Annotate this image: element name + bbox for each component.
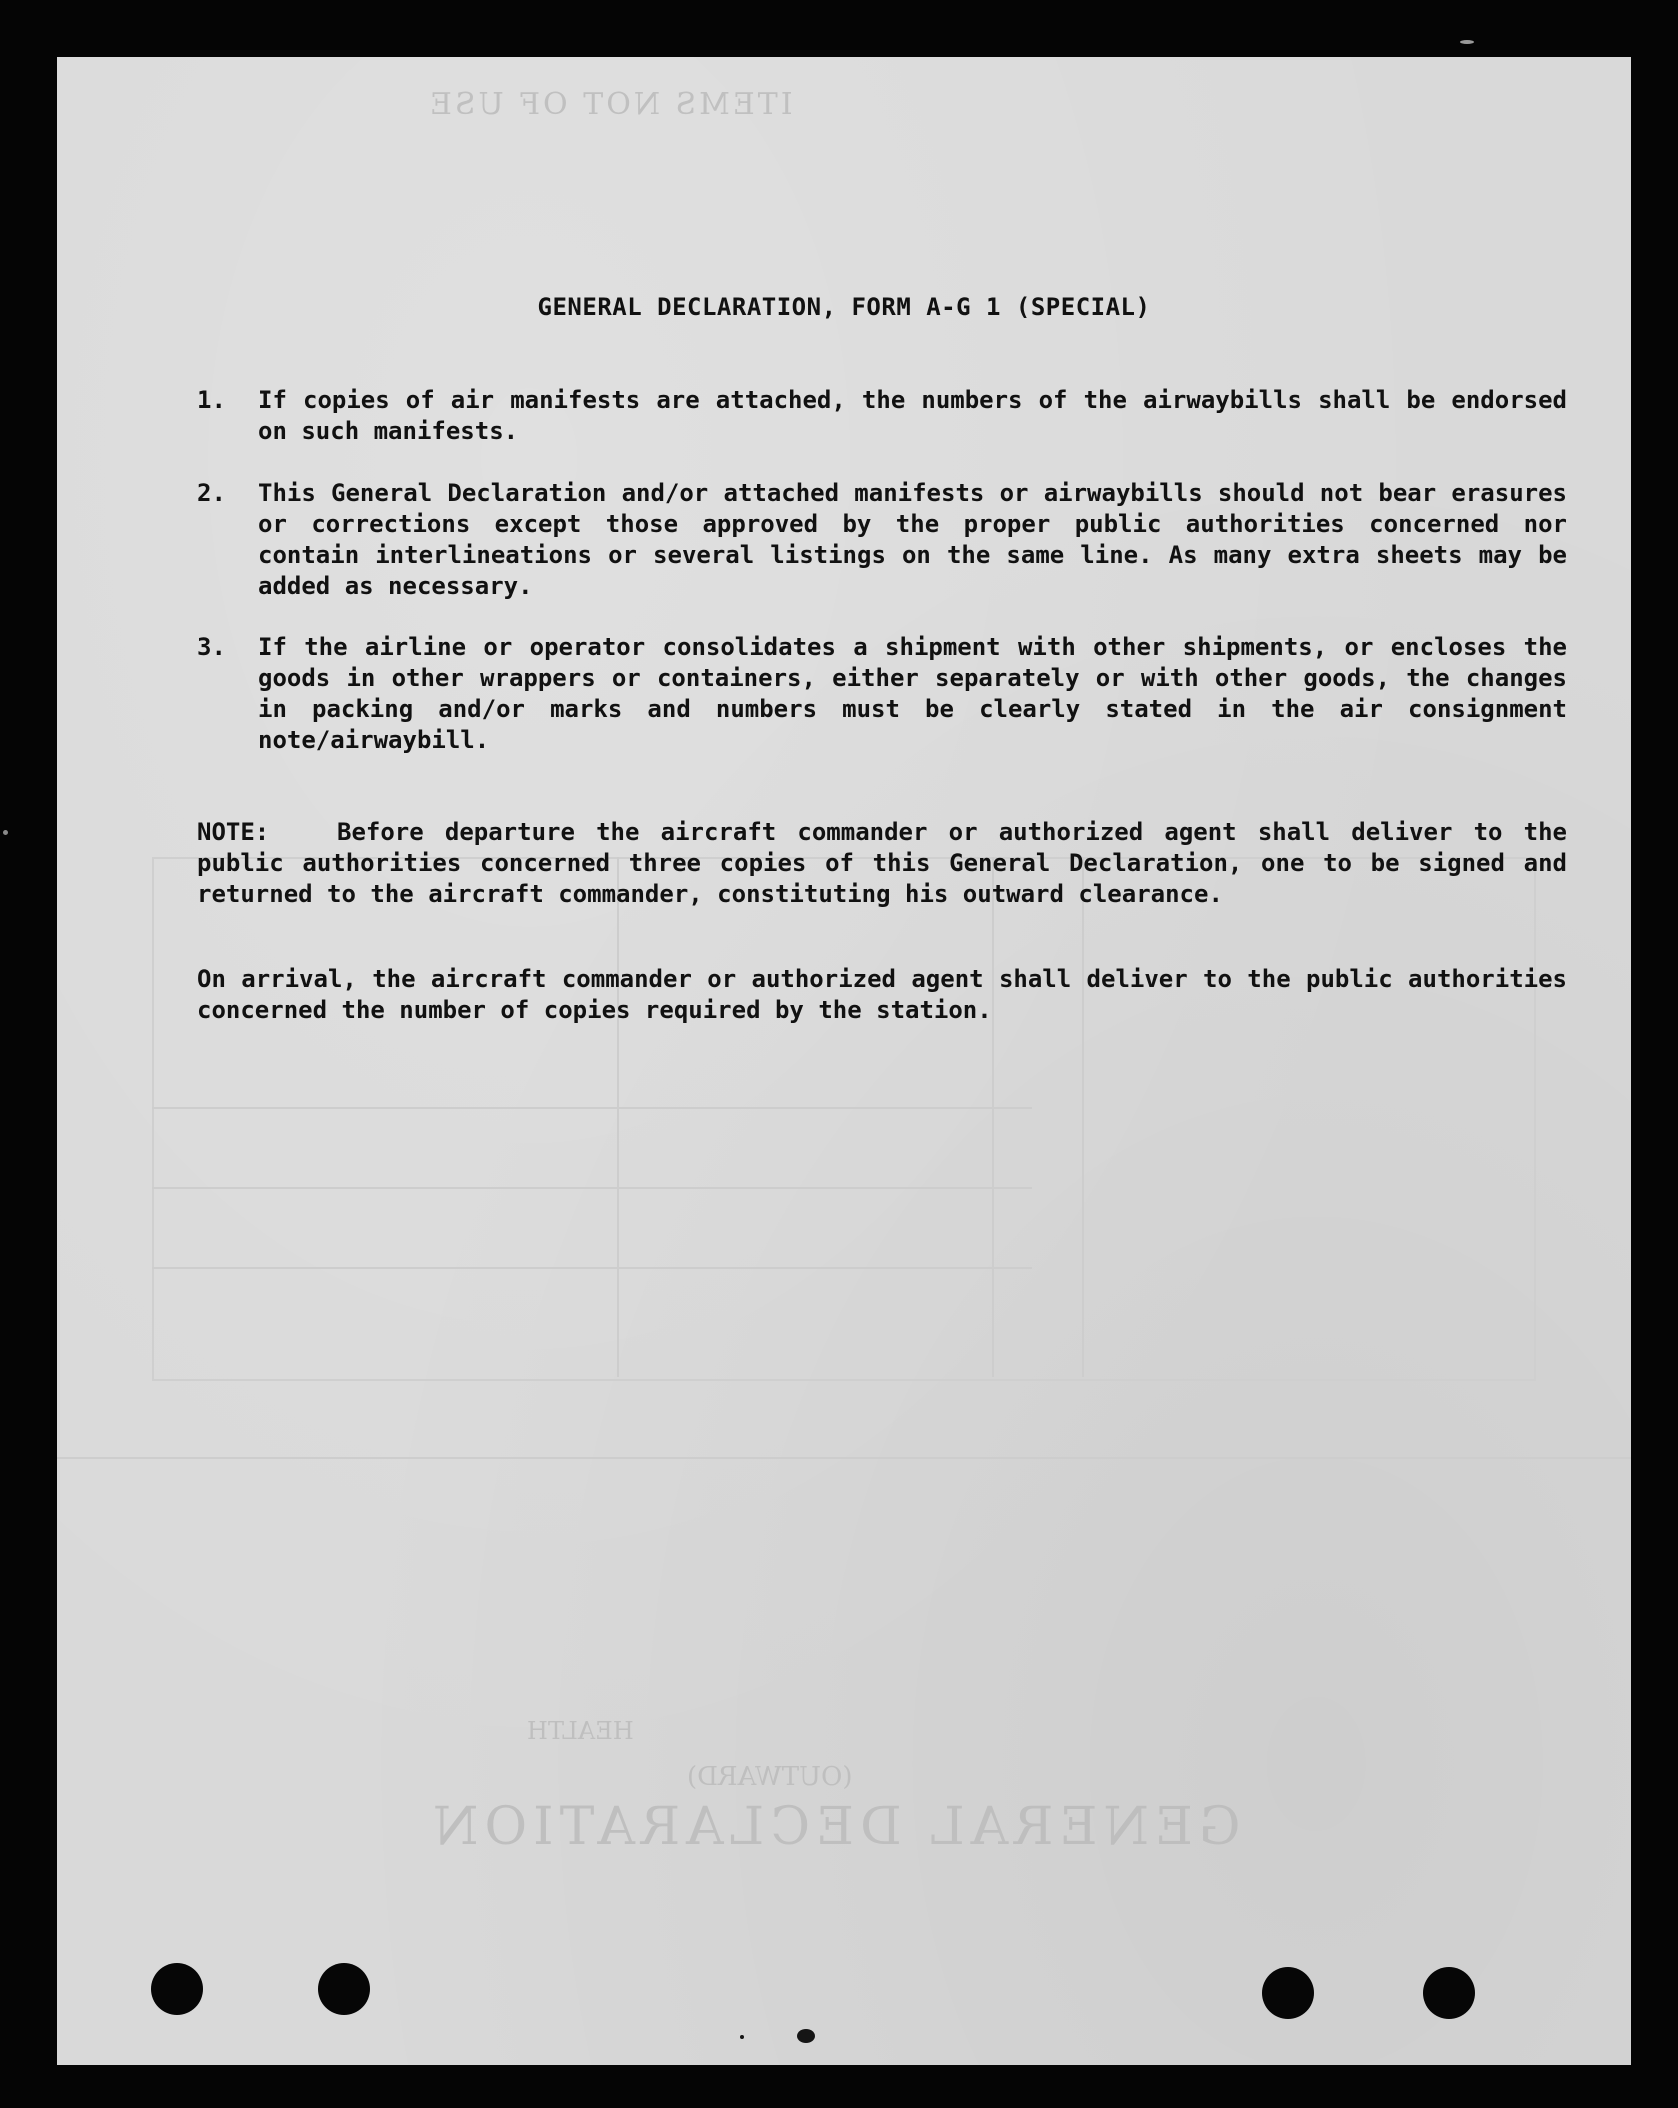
note-paragraph <box>197 817 1567 910</box>
bleed-through-caption: HEALTH <box>527 1717 634 1745</box>
bleed-through-heading: GENERAL DECLARATION <box>427 1797 1241 1857</box>
item-text: This General Declaration and/or attached manifests or airwaybills should not bear erasures or corrections except those approved by the proper public authorities concerned nor contain interlineations or several listings on the same line. As many extra sheets may be added as necessary. <box>258 479 1567 600</box>
punch-hole <box>318 1963 370 2015</box>
item-text: If copies of air manifests are attached, the numbers of the airwaybills shall be endorsed on such manifests. <box>258 386 1567 445</box>
ink-speck <box>797 2029 815 2043</box>
note-label: NOTE: <box>197 818 270 846</box>
punch-hole <box>151 1963 203 2015</box>
scan-speck <box>1460 40 1474 44</box>
punch-hole <box>1423 1967 1475 2019</box>
scan-speck <box>3 830 8 835</box>
item-text: If the airline or operator consolidates a shipment with other shipments, or encloses the goods in other wrappers or containers, either separately or with other goods, the changes in packing and/or marks and numbers must be clearly stated in the air consignment note/airwaybill. <box>258 633 1567 754</box>
item-number: 3. <box>197 633 226 661</box>
bleed-through-subheading: (OUTWARD) <box>687 1762 853 1792</box>
bleed-through-header: ITEMS NOT OF USE <box>427 87 793 122</box>
arrival-paragraph: On arrival, the aircraft commander or authorized agent shall deliver to the public authorities concerned the number of copies required by the station. <box>197 965 1567 1024</box>
punch-hole <box>1262 1967 1314 2019</box>
document-title: GENERAL DECLARATION, FORM A-G 1 (SPECIAL) <box>537 293 1151 321</box>
ink-speck <box>740 2035 744 2039</box>
item-number: 1. <box>197 386 226 414</box>
document-text <box>57 57 1631 2065</box>
note-text: Before departure the aircraft commander or authorized agent shall deliver to the public authorities concerned three copies of this General Declaration, one to be signed and returned to the aircraft commander, constituting his outward clearance. <box>197 818 1567 908</box>
item-number: 2. <box>197 479 226 507</box>
document-page <box>57 57 1631 2065</box>
